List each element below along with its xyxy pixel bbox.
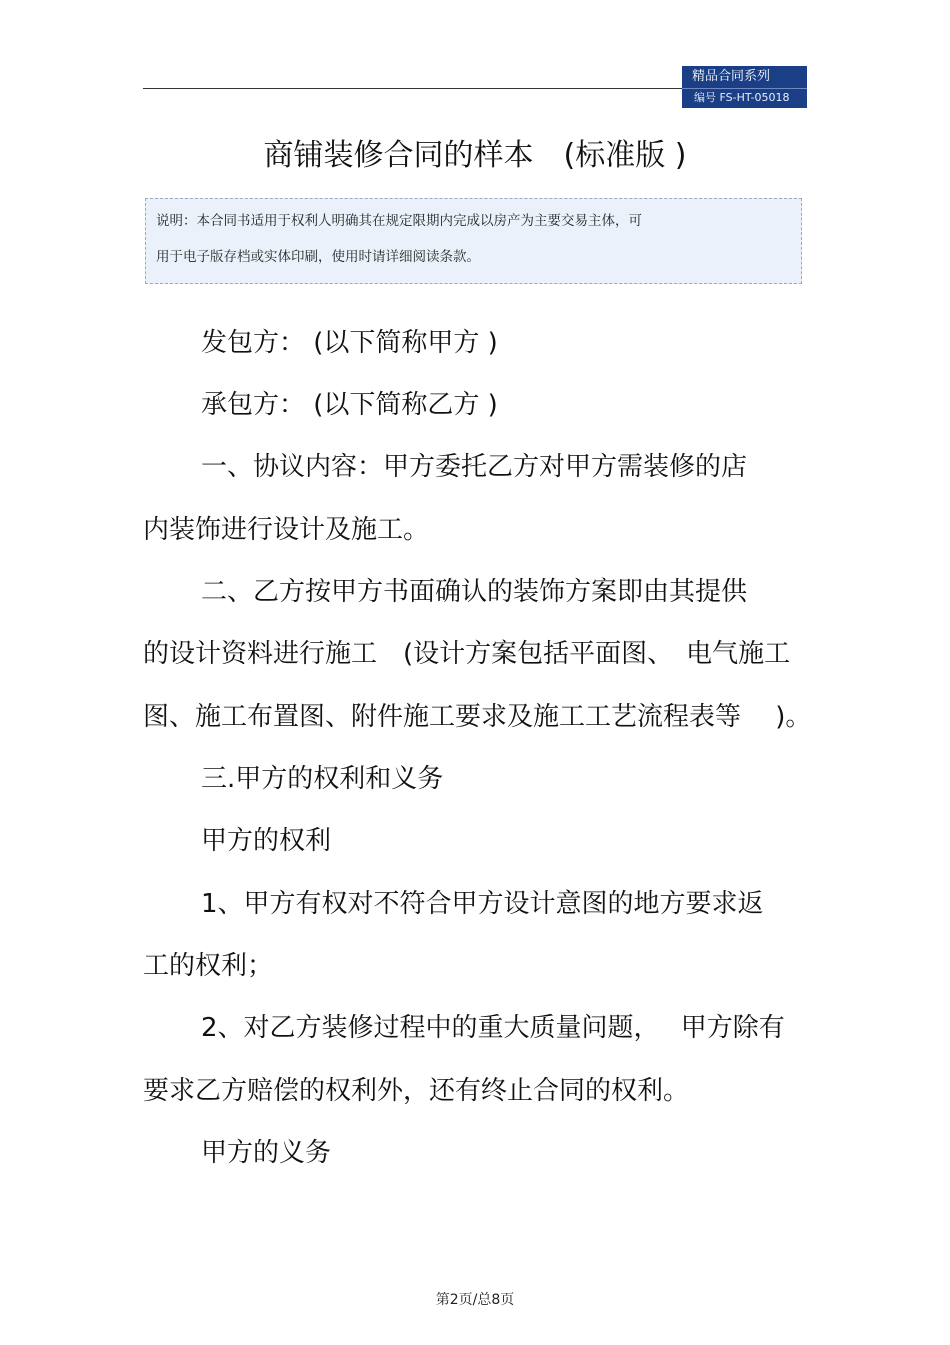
clause-1-line-1: 一、协议内容：甲方委托乙方对甲方需装修的店 (201, 452, 748, 482)
series-code: 编号 FS-HT-05018 (694, 91, 790, 104)
notice-line-2: 用于电子版存档或实体印刷，使用时请详细阅读条款。 (156, 249, 480, 265)
contractee-party-line: 承包方： (以下简称乙方 ) (201, 390, 498, 420)
contractor-party-line: 发包方： (以下简称甲方 ) (201, 328, 498, 358)
rights-item-2-line-2: 要求乙方赔偿的权利外，还有终止合同的权利。 (143, 1076, 690, 1106)
section-3-heading: 三.甲方的权利和义务 (201, 764, 444, 794)
rights-item-1-line-2: 工的权利； (143, 951, 274, 981)
document-title: 商铺装修合同的样本 (标准版 ) (263, 138, 687, 173)
clause-1-line-2: 内装饰进行设计及施工。 (143, 515, 430, 545)
page-number: 第2页/总8页 (435, 1292, 515, 1308)
series-badge (682, 66, 807, 108)
rights-item-2-line-1: 2、对乙方装修过程中的重大质量问题， 甲方除有 (201, 1013, 785, 1043)
party-a-obligations-heading: 甲方的义务 (201, 1138, 332, 1168)
party-a-rights-heading: 甲方的权利 (201, 826, 332, 856)
notice-box (145, 198, 802, 284)
clause-2-line-1: 二、乙方按甲方书面确认的装饰方案即由其提供 (201, 577, 748, 607)
notice-line-1: 说明：本合同书适用于权利人明确其在规定限期内完成以房产为主要交易主体，可 (156, 213, 642, 229)
series-name: 精品合同系列 (692, 69, 771, 84)
clause-2-line-3: 图、施工布置图、附件施工要求及施工工艺流程表等 )。 (143, 702, 812, 732)
header-rule (143, 88, 683, 89)
rights-item-1-line-1: 1、甲方有权对不符合甲方设计意图的地方要求返 (201, 889, 764, 919)
series-badge-divider (682, 88, 807, 89)
clause-2-line-2: 的设计资料进行施工 (设计方案包括平面图、 电气施工 (143, 639, 791, 669)
